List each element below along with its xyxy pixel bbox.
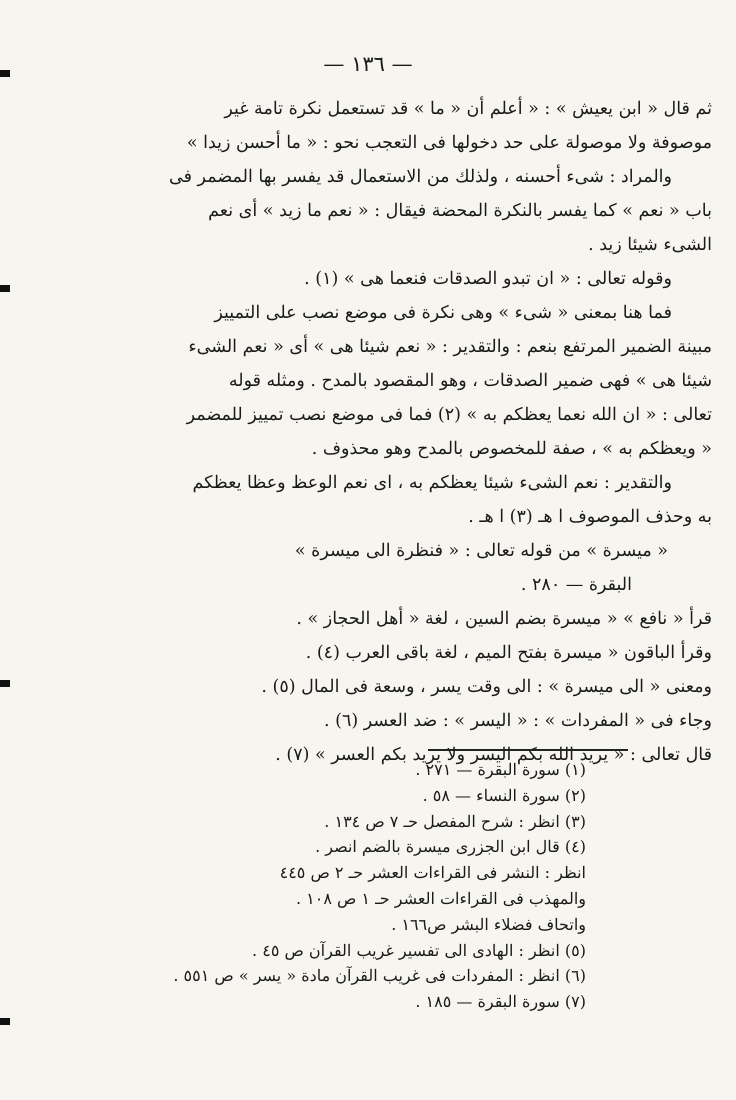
text-line: مبينة الضمير المرتفع بنعم : والتقدير : « نعم شيئا هى » أى « نعم الشىء [188, 337, 712, 357]
text-line: وقوله تعالى : « ان تبدو الصدقات فنعما هى » (١) . [304, 269, 672, 289]
scan-edge-mark [0, 285, 10, 292]
scan-edge-mark [0, 680, 10, 687]
text-line: موصوفة ولا موصولة على حد دخولها فى التعجب نحو : « ما أحسن زيدا » [186, 133, 712, 153]
text-line: شيئا هى » فهى ضمير الصدقات ، وهو المقصود بالمدح . ومثله قوله [228, 371, 712, 391]
scan-edge-mark [0, 1018, 10, 1025]
footnotes [126, 757, 586, 1015]
text-line: والتقدير : نعم الشىء شيئا يعظكم به ، اى نعم الوعظ وعظا يعظكم [192, 473, 672, 493]
text-line: « ميسرة » من قوله تعالى : « فنظرة الى ميسرة » [294, 541, 668, 561]
text-line: الشىء شيئا زيد . [588, 235, 712, 255]
text-line: قال تعالى : « يريد الله بكم اليسر ولا يريد بكم العسر » (٧) . [275, 745, 712, 765]
footnote: (٢) سورة النساء — ٥٨ . [422, 785, 586, 805]
footnote: (٤) قال ابن الجزرى ميسرة بالضم انصر . [315, 837, 586, 857]
text-line: قرأ « نافع » « ميسرة بضم السين ، لغة « أهل الحجاز » . [296, 609, 712, 629]
text-line: وقرأ الباقون « ميسرة بفتح الميم ، لغة باقى العرب (٤) . [305, 643, 712, 663]
text-line: « ويعظكم به » ، صفة للمخصوص بالمدح وهو محذوف . [311, 439, 712, 459]
footnote: (١) سورة البقرة — ٢٧١ . [415, 760, 586, 779]
main-text [48, 92, 712, 772]
text-line: به وحذف الموصوف ا هـ (٣) ا هـ . [468, 507, 712, 527]
footnote: والمهذب فى القراءات العشر حـ ١ ص ١٠٨ . [295, 888, 586, 908]
footnote: انظر : النشر فى القراءات العشر حـ ٢ ص ٤٤٥ [279, 863, 586, 883]
text-line: والمراد : شىء أحسنه ، ولذلك من الاستعمال قد يفسر بها المضمر فى [169, 167, 672, 187]
footnote: (٦) انظر : المفردات فى غريب القرآن مادة « يسر » ص ٥٥١ . [173, 966, 586, 986]
text-line: تعالى : « ان الله نعما يعظكم به » (٢) فما فى موضع نصب تمييز للمضمر [186, 405, 712, 425]
text-line: ثم قال « ابن يعيش » : « أعلم أن « ما » قد تستعمل نكرة تامة غير [224, 99, 712, 119]
footnote: (٣) انظر : شرح المفصل حـ ٧ ص ١٣٤ . [324, 811, 586, 831]
footnote: (٧) سورة البقرة — ١٨٥ . [415, 992, 586, 1012]
text-line: وجاء فى « المفردات » : « اليسر » : ضد العسر (٦) . [324, 711, 712, 731]
text-line: فما هنا بمعنى « شىء » وهى نكرة فى موضع نصب على التمييز [214, 303, 672, 323]
text-line: ومعنى « الى ميسرة » : الى وقت يسر ، وسعة فى المال (٥) . [261, 677, 712, 697]
footnote: واتحاف فضلاء البشر ص١٦٦ . [391, 914, 586, 934]
text-line: البقرة — ٢٨٠ . [520, 575, 632, 595]
footnote: (٥) انظر : الهادى الى تفسير غريب القرآن ص ٤٥ . [252, 940, 586, 960]
footnote-divider [428, 749, 628, 751]
text-line: باب « نعم » كما يفسر بالنكرة المحضة فيقال : « نعم ما زيد » أى نعم [208, 201, 712, 221]
page-number: — ١٣٦ — [323, 52, 413, 76]
